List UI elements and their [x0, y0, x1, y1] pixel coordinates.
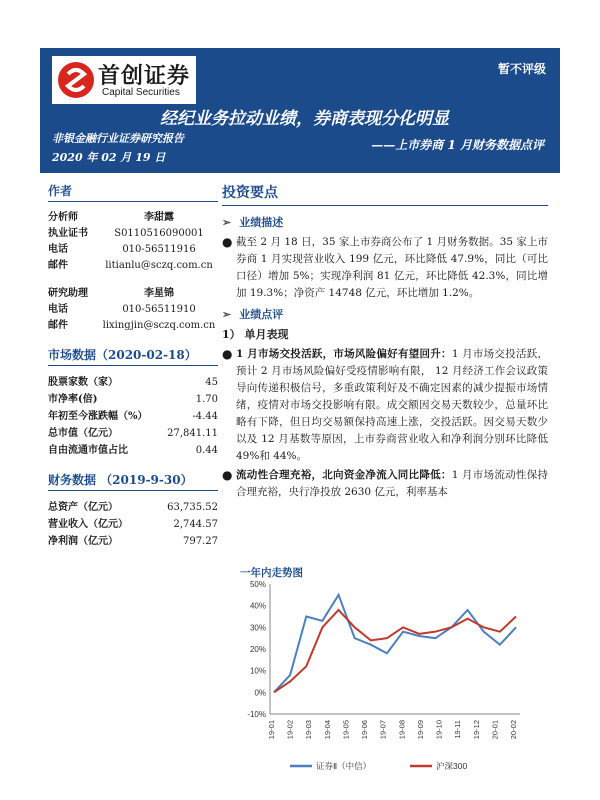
kv-row — [48, 258, 218, 274]
x-tick-label: 20-02 — [509, 720, 518, 740]
kv-value: 2,744.57 — [173, 519, 218, 530]
kv-key: 自由流通市值占比 — [48, 445, 128, 456]
section-heading-review: ➢ 业绩点评 — [222, 308, 284, 321]
kv-row — [48, 533, 218, 550]
report-date: 2020 年 02 月 19 日 — [52, 151, 166, 164]
x-tick-label: 19-12 — [471, 720, 481, 740]
kv-key: 年初至今涨跌幅（%） — [48, 411, 148, 422]
y-tick-label: 30% — [249, 623, 266, 633]
kv-row — [48, 302, 218, 318]
kv-key: 股票家数（家） — [48, 377, 118, 388]
kv-value: 李星锦 — [144, 288, 174, 299]
market-data-table — [48, 374, 218, 459]
kv-row — [48, 391, 218, 408]
kv-key: 电话 — [48, 244, 68, 255]
kv-value: litianlu@sczq.com.cn — [105, 260, 213, 271]
kv-row — [48, 516, 218, 533]
kv-key: 净利润（亿元） — [48, 536, 118, 547]
logo — [52, 56, 196, 104]
x-tick-label: 19-05 — [341, 720, 351, 740]
kv-value: 45 — [205, 377, 218, 388]
section-heading-performance: ➢ 业绩描述 — [222, 216, 284, 229]
arrow-icon: ➢ — [222, 308, 232, 321]
kv-key: 总市值（亿元） — [48, 428, 118, 439]
logo-text-en: Capital Securities — [102, 87, 180, 98]
x-tick-label: 19-02 — [285, 720, 295, 740]
investment-title: 投资要点 — [222, 182, 548, 206]
kv-key: 执业证书 — [48, 228, 88, 239]
kv-key: 邮件 — [48, 260, 68, 271]
analyst-info — [48, 210, 218, 274]
kv-value: 27,841.11 — [167, 428, 218, 439]
assistant-info — [48, 286, 218, 334]
kv-row — [48, 499, 218, 516]
y-tick-label: 50% — [249, 580, 266, 589]
kv-row — [48, 286, 218, 302]
report-title: 经纪业务拉动业绩，券商表现分化明显 — [160, 109, 449, 129]
finance-data-title: 财务数据 （2019-9-30） — [48, 471, 218, 491]
sub-heading-monthly: 1） 单月表现 — [222, 328, 289, 341]
kv-row — [48, 442, 218, 459]
bullet-icon: ● — [222, 468, 233, 482]
y-tick-label: 40% — [249, 601, 266, 611]
x-tick-label: 19-04 — [322, 720, 332, 740]
kv-row — [48, 226, 218, 242]
series-line — [274, 610, 516, 692]
legend-label: 沪深300 — [436, 761, 468, 771]
y-tick-label: 20% — [249, 645, 266, 654]
arrow-icon: ➢ — [222, 216, 232, 229]
x-tick-label: 19-06 — [360, 720, 370, 740]
bullet-paragraph: ● 流动性合理充裕，北向资金净流入同比降低：1 月市场流动性保持合理充裕，央行净投放 2630 亿元，利率基本 — [222, 467, 548, 501]
kv-value: 1.70 — [195, 394, 218, 405]
kv-row — [48, 318, 218, 334]
kv-row — [48, 425, 218, 442]
kv-value: 63,735.52 — [167, 502, 218, 513]
bullet-paragraph: ● 截至 2 月 18 日，35 家上市券商公布了 1 月财务数据。35 家上市券商 1 月实现营业收入 199 亿元，环比降低 47.9%，同比（可比口径）增加 5%；实现净利润 81 亿元，环比降低 42.3%，同比增加 19.3%；净资产 14748 亿元，环比增加 1.2%。 — [222, 234, 548, 302]
y-tick-label: 10% — [249, 666, 266, 676]
kv-value: 797.27 — [183, 536, 218, 547]
kv-key: 营业收入（亿元） — [48, 519, 128, 530]
x-tick-label: 19-07 — [378, 720, 388, 740]
kv-key: 总资产（亿元） — [48, 502, 118, 513]
logo-text-cn: 首创证券 — [98, 63, 191, 89]
kv-key: 研究助理 — [48, 288, 88, 299]
kv-row — [48, 210, 218, 226]
kv-key: 市净率(倍) — [48, 394, 98, 405]
kv-value: lixingjin@sczq.com.cn — [102, 320, 216, 331]
y-tick-label: 0% — [254, 688, 266, 698]
trend-chart — [238, 564, 538, 774]
y-tick-label: -10% — [247, 710, 266, 719]
kv-row — [48, 374, 218, 391]
finance-data-table — [48, 499, 218, 550]
legend-label: 证券Ⅱ（中信） — [316, 761, 372, 771]
bullet-paragraph: ● 1 月市场交投活跃，市场风险偏好有望回升：1 月市场交投活跃，预计 2 月市场风险偏好受疫情影响有限， 12 月经济工作会议政策导向传递积极信号，多重政策利好及不确定因素的减少提振市场情绪，疫情对市场交投影响有限。成交额因交易天数较少，总量环比略有下降，但日均交易额保持高速上涨，交投活跃。因交易天数少以及 12 月基数等原因，上市券商营业收入和净利润分别环比降低 49%和 44%。 — [222, 346, 548, 465]
kv-value: 0.44 — [195, 445, 218, 456]
report-type: 非银金融行业证券研究报告 — [52, 132, 184, 145]
kv-value: 李甜露 — [144, 212, 174, 223]
authors-title: 作者 — [48, 182, 218, 202]
bullet-icon: ● — [222, 235, 233, 249]
investment-highlights — [222, 182, 548, 503]
report-subtitle: ——上市券商 1 月财务数据点评 — [371, 138, 544, 152]
kv-row — [48, 242, 218, 258]
x-tick-label: 19-11 — [453, 720, 463, 739]
series-line — [274, 595, 516, 693]
kv-value: -4.44 — [192, 411, 218, 422]
capital-securities-logo-icon — [56, 60, 96, 100]
kv-value: 010-56511910 — [122, 304, 196, 315]
kv-key: 邮件 — [48, 320, 68, 331]
x-tick-label: 19-08 — [397, 720, 407, 740]
left-sidebar — [48, 182, 218, 550]
x-tick-label: 19-01 — [267, 720, 276, 740]
x-tick-label: 19-09 — [415, 720, 425, 740]
kv-key: 电话 — [48, 304, 68, 315]
bullet-icon: ● — [222, 347, 233, 361]
kv-key: 分析师 — [48, 212, 78, 223]
kv-value: S0110516090001 — [114, 228, 204, 239]
chart-title: 一年内走势图 — [240, 567, 303, 579]
x-tick-label: 20-01 — [490, 720, 500, 740]
kv-row — [48, 408, 218, 425]
kv-value: 010-56511916 — [122, 244, 196, 255]
rating-label: 暂不评级 — [497, 62, 546, 76]
x-tick-label: 19-10 — [434, 720, 444, 740]
x-tick-label: 19-03 — [304, 720, 314, 740]
market-data-title: 市场数据（2020-02-18） — [48, 346, 218, 366]
